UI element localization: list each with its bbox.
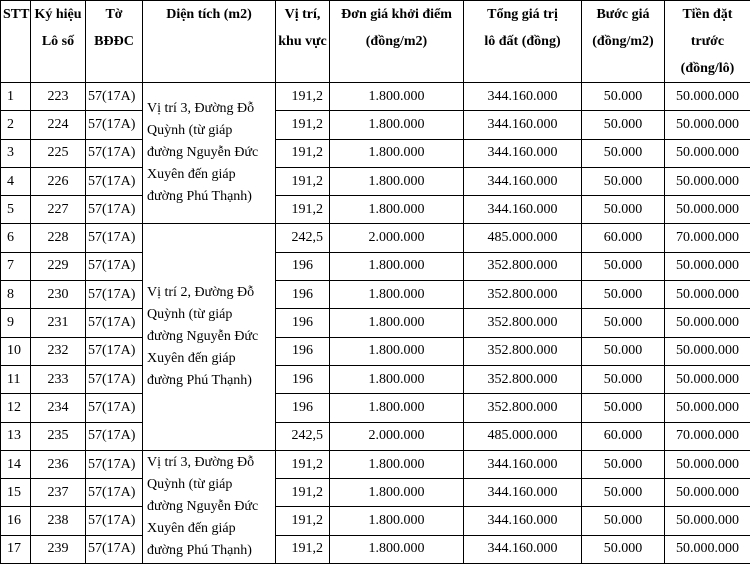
cell-total-value: 344.160.000 (464, 507, 582, 535)
table-row (1, 224, 750, 252)
cell-total-value: 352.800.000 (464, 365, 582, 393)
cell-deposit: 50.000.000 (665, 252, 750, 280)
cell-price-step: 60.000 (582, 224, 665, 252)
cell-deposit: 50.000.000 (665, 309, 750, 337)
cell-stt: 12 (1, 394, 31, 422)
cell-deposit: 70.000.000 (665, 422, 750, 450)
cell-starting-price: 1.800.000 (330, 394, 464, 422)
cell-lot-number: 236 (31, 450, 86, 478)
cell-deposit: 50.000.000 (665, 167, 750, 195)
cell-lot-number: 238 (31, 507, 86, 535)
cell-area: 191,2 (276, 535, 330, 563)
cell-total-value: 485.000.000 (464, 422, 582, 450)
cell-total-value: 485.000.000 (464, 224, 582, 252)
cell-area: 191,2 (276, 167, 330, 195)
table-row (1, 196, 750, 224)
cell-price-step: 50.000 (582, 479, 665, 507)
cell-starting-price: 1.800.000 (330, 83, 464, 111)
cell-lot-number: 226 (31, 167, 86, 195)
table-row (1, 337, 750, 365)
header-deposit (665, 1, 750, 83)
cell-stt: 14 (1, 450, 31, 478)
cell-total-value: 344.160.000 (464, 111, 582, 139)
header-total-value (464, 1, 582, 83)
cell-deposit: 50.000.000 (665, 196, 750, 224)
cell-price-step: 50.000 (582, 450, 665, 478)
header-area (143, 1, 276, 83)
cell-starting-price: 1.800.000 (330, 252, 464, 280)
cell-starting-price: 1.800.000 (330, 337, 464, 365)
cell-starting-price: 1.800.000 (330, 479, 464, 507)
cell-deposit: 50.000.000 (665, 507, 750, 535)
cell-map-sheet: 57(17A) (86, 507, 143, 535)
header-row (1, 1, 750, 83)
table-row (1, 111, 750, 139)
table-row (1, 167, 750, 195)
header-line: Ký hiệu (33, 1, 83, 28)
header-line: Lô số (33, 28, 83, 55)
header-line: STT (3, 1, 28, 28)
cell-stt: 17 (1, 535, 31, 563)
cell-lot-number: 224 (31, 111, 86, 139)
cell-total-value: 344.160.000 (464, 196, 582, 224)
header-map-sheet (86, 1, 143, 83)
cell-lot-number: 223 (31, 83, 86, 111)
header-line: BĐĐC (88, 28, 140, 55)
cell-map-sheet: 57(17A) (86, 337, 143, 365)
cell-map-sheet: 57(17A) (86, 196, 143, 224)
cell-area: 191,2 (276, 196, 330, 224)
cell-stt: 15 (1, 479, 31, 507)
cell-area: 196 (276, 365, 330, 393)
cell-deposit: 50.000.000 (665, 111, 750, 139)
table-row (1, 535, 750, 563)
header-line: Tổng giá trị (466, 1, 579, 28)
cell-starting-price: 2.000.000 (330, 422, 464, 450)
cell-map-sheet: 57(17A) (86, 450, 143, 478)
cell-area: 196 (276, 394, 330, 422)
cell-location-group-3: Vị trí 3, Đường Đỗ Quỳnh (từ giáp đường Nguyễn Đức Xuyên đến giáp đường Phú Thạnh) (143, 450, 276, 563)
cell-map-sheet: 57(17A) (86, 111, 143, 139)
table-row (1, 450, 750, 478)
cell-area: 191,2 (276, 139, 330, 167)
header-line: (đồng/m2) (332, 28, 461, 55)
table-row (1, 422, 750, 450)
cell-price-step: 50.000 (582, 535, 665, 563)
cell-lot-number: 233 (31, 365, 86, 393)
header-position (276, 1, 330, 83)
cell-total-value: 344.160.000 (464, 450, 582, 478)
cell-map-sheet: 57(17A) (86, 224, 143, 252)
cell-lot-number: 232 (31, 337, 86, 365)
cell-location-group-1: Vị trí 3, Đường Đỗ Quỳnh (từ giáp đường Nguyễn Đức Xuyên đến giáp đường Phú Thạnh) (143, 83, 276, 224)
cell-lot-number: 227 (31, 196, 86, 224)
cell-map-sheet: 57(17A) (86, 535, 143, 563)
cell-area: 191,2 (276, 479, 330, 507)
cell-map-sheet: 57(17A) (86, 167, 143, 195)
cell-map-sheet: 57(17A) (86, 83, 143, 111)
cell-price-step: 50.000 (582, 507, 665, 535)
table-row (1, 365, 750, 393)
cell-deposit: 50.000.000 (665, 450, 750, 478)
cell-stt: 2 (1, 111, 31, 139)
cell-total-value: 352.800.000 (464, 252, 582, 280)
cell-price-step: 50.000 (582, 394, 665, 422)
cell-total-value: 344.160.000 (464, 535, 582, 563)
cell-lot-number: 230 (31, 281, 86, 309)
cell-map-sheet: 57(17A) (86, 281, 143, 309)
cell-total-value: 344.160.000 (464, 479, 582, 507)
cell-starting-price: 1.800.000 (330, 365, 464, 393)
header-line: lô đất (đồng) (466, 28, 579, 55)
cell-lot-number: 225 (31, 139, 86, 167)
cell-total-value: 352.800.000 (464, 309, 582, 337)
cell-deposit: 50.000.000 (665, 479, 750, 507)
cell-stt: 6 (1, 224, 31, 252)
table-row (1, 507, 750, 535)
cell-area: 196 (276, 281, 330, 309)
cell-price-step: 50.000 (582, 281, 665, 309)
cell-starting-price: 1.800.000 (330, 535, 464, 563)
header-line: khu vực (278, 28, 327, 55)
cell-stt: 8 (1, 281, 31, 309)
header-line: Tiền đặt trước (667, 1, 748, 55)
cell-map-sheet: 57(17A) (86, 252, 143, 280)
cell-starting-price: 1.800.000 (330, 167, 464, 195)
header-price-step (582, 1, 665, 83)
cell-area: 196 (276, 252, 330, 280)
cell-stt: 13 (1, 422, 31, 450)
cell-lot-number: 237 (31, 479, 86, 507)
cell-deposit: 50.000.000 (665, 83, 750, 111)
cell-deposit: 50.000.000 (665, 337, 750, 365)
cell-price-step: 50.000 (582, 196, 665, 224)
cell-stt: 5 (1, 196, 31, 224)
table-row (1, 83, 750, 111)
table-row (1, 394, 750, 422)
header-lot-number (31, 1, 86, 83)
cell-area: 242,5 (276, 422, 330, 450)
cell-total-value: 352.800.000 (464, 394, 582, 422)
cell-price-step: 50.000 (582, 83, 665, 111)
header-line: (đồng/m2) (584, 28, 662, 55)
cell-stt: 7 (1, 252, 31, 280)
cell-lot-number: 231 (31, 309, 86, 337)
cell-map-sheet: 57(17A) (86, 479, 143, 507)
cell-price-step: 50.000 (582, 365, 665, 393)
header-line: Tờ (88, 1, 140, 28)
table-row (1, 252, 750, 280)
cell-area: 242,5 (276, 224, 330, 252)
cell-stt: 1 (1, 83, 31, 111)
cell-stt: 11 (1, 365, 31, 393)
cell-total-value: 352.800.000 (464, 337, 582, 365)
cell-price-step: 50.000 (582, 139, 665, 167)
header-line: Bước giá (584, 1, 662, 28)
cell-deposit: 50.000.000 (665, 535, 750, 563)
cell-location-group-2: Vị trí 2, Đường Đỗ Quỳnh (từ giáp đường Nguyễn Đức Xuyên đến giáp đường Phú Thạnh) (143, 224, 276, 450)
cell-map-sheet: 57(17A) (86, 422, 143, 450)
cell-price-step: 50.000 (582, 252, 665, 280)
cell-lot-number: 234 (31, 394, 86, 422)
cell-deposit: 50.000.000 (665, 139, 750, 167)
cell-price-step: 50.000 (582, 309, 665, 337)
cell-stt: 4 (1, 167, 31, 195)
header-line: Đơn giá khởi điểm (332, 1, 461, 28)
cell-area: 196 (276, 309, 330, 337)
cell-map-sheet: 57(17A) (86, 139, 143, 167)
cell-starting-price: 1.800.000 (330, 139, 464, 167)
cell-deposit: 50.000.000 (665, 365, 750, 393)
cell-deposit: 50.000.000 (665, 394, 750, 422)
cell-lot-number: 235 (31, 422, 86, 450)
cell-lot-number: 239 (31, 535, 86, 563)
cell-map-sheet: 57(17A) (86, 394, 143, 422)
cell-area: 191,2 (276, 83, 330, 111)
cell-stt: 10 (1, 337, 31, 365)
cell-starting-price: 1.800.000 (330, 507, 464, 535)
cell-area: 196 (276, 337, 330, 365)
cell-starting-price: 1.800.000 (330, 450, 464, 478)
cell-price-step: 60.000 (582, 422, 665, 450)
header-stt (1, 1, 31, 83)
header-starting-price (330, 1, 464, 83)
cell-starting-price: 1.800.000 (330, 309, 464, 337)
header-line: Diện tích (m2) (145, 1, 273, 28)
cell-starting-price: 2.000.000 (330, 224, 464, 252)
cell-stt: 9 (1, 309, 31, 337)
cell-deposit: 50.000.000 (665, 281, 750, 309)
cell-area: 191,2 (276, 450, 330, 478)
cell-total-value: 352.800.000 (464, 281, 582, 309)
cell-lot-number: 229 (31, 252, 86, 280)
cell-total-value: 344.160.000 (464, 83, 582, 111)
cell-starting-price: 1.800.000 (330, 196, 464, 224)
cell-area: 191,2 (276, 507, 330, 535)
cell-stt: 16 (1, 507, 31, 535)
table-row (1, 309, 750, 337)
cell-lot-number: 228 (31, 224, 86, 252)
table-row (1, 139, 750, 167)
cell-price-step: 50.000 (582, 337, 665, 365)
cell-stt: 3 (1, 139, 31, 167)
cell-deposit: 70.000.000 (665, 224, 750, 252)
cell-total-value: 344.160.000 (464, 139, 582, 167)
cell-map-sheet: 57(17A) (86, 309, 143, 337)
cell-total-value: 344.160.000 (464, 167, 582, 195)
table-row (1, 281, 750, 309)
header-line: Vị trí, (278, 1, 327, 28)
cell-starting-price: 1.800.000 (330, 111, 464, 139)
cell-area: 191,2 (276, 111, 330, 139)
cell-price-step: 50.000 (582, 167, 665, 195)
cell-starting-price: 1.800.000 (330, 281, 464, 309)
cell-map-sheet: 57(17A) (86, 365, 143, 393)
cell-price-step: 50.000 (582, 111, 665, 139)
table-row (1, 479, 750, 507)
header-line: (đồng/lô) (667, 55, 748, 82)
